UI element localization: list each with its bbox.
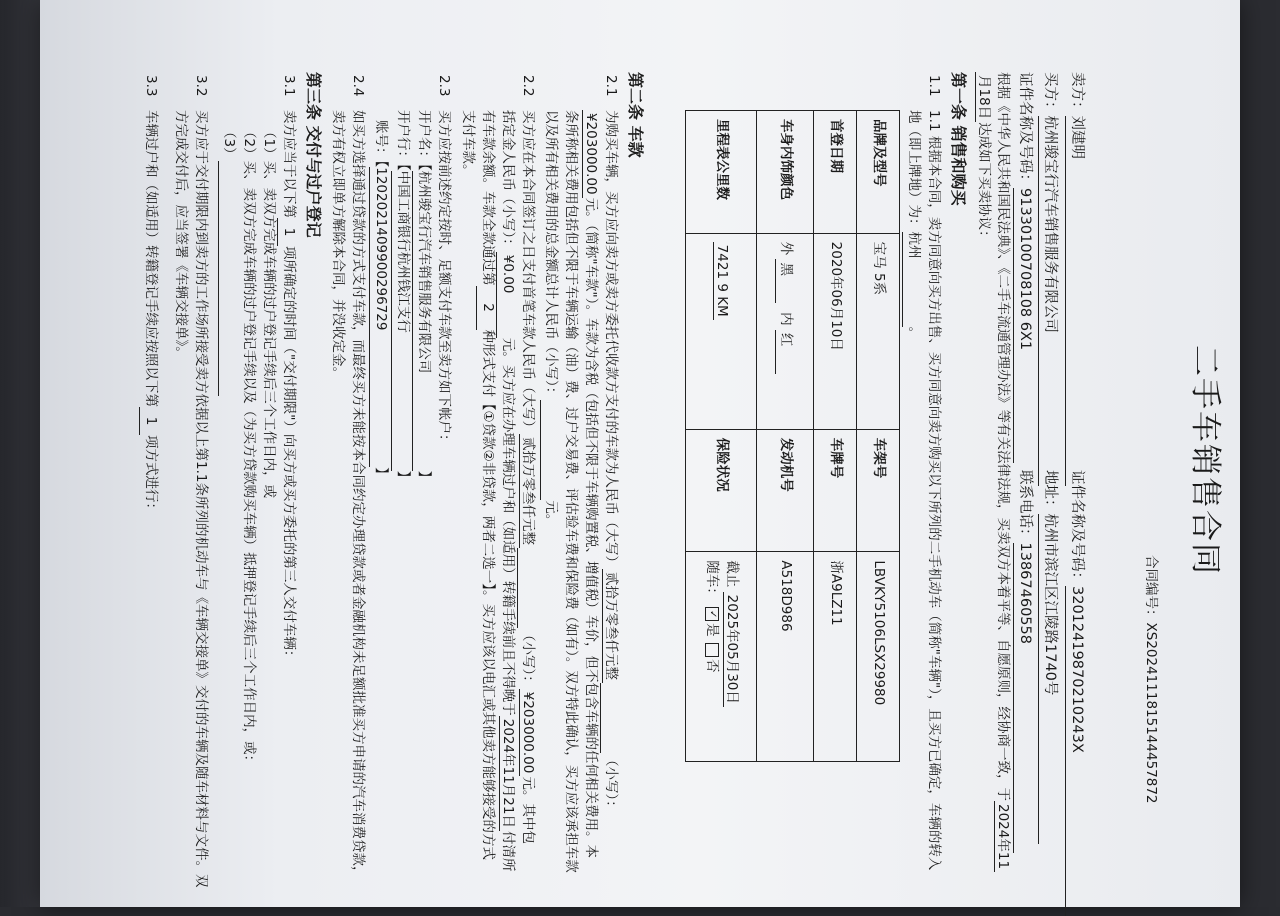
- engine-number-label: 发动机号: [757, 429, 814, 552]
- article-1-title: 第一条 销售和购买: [949, 72, 968, 206]
- clause-3-1-number: 3.1: [281, 75, 297, 97]
- contract-page: [15, 0, 1235, 907]
- checkbox-yes[interactable]: ✓: [705, 607, 719, 621]
- clause-2-1-line1: 为购买车辆，买方应向卖方或卖方委托代收款方支付的车款为人民币（大写）贰拾万零叁仟元整（小写）：: [600, 110, 620, 814]
- brand-model-value: 宝马 5系: [857, 233, 900, 429]
- clause-3-1-option2: （2）买、卖双方完成车辆的过户登记手续以及（为买方贷款购买车辆）抵押登记手续后三个工作日内，或：: [241, 125, 257, 769]
- mileage-label: 里程表公里数: [686, 111, 757, 234]
- clause-1-1-line2: 地（即上牌地）为：杭州。: [902, 110, 923, 340]
- clause-3-2-number: 3.2: [193, 75, 209, 97]
- clause-2-2-line4: 支付车款。: [460, 110, 476, 178]
- bank-row: 开户行：【中国工商银行杭州钱江支行】: [391, 110, 412, 484]
- clause-2-1-line2: ¥203000.00元。（简称"车款"）。车款为含税（包括但不限于车辆购置税、增值税）车价，但不包含车辆的任何相关费用。本: [580, 110, 600, 858]
- insurance-label: 保险状况: [686, 429, 757, 552]
- clause-3-1-option3: （3）: [218, 125, 238, 396]
- plate-value: 浙A9LZ11: [814, 552, 857, 762]
- clause-2-1-number: 2.1: [603, 75, 619, 97]
- table-row: [814, 111, 857, 762]
- engine-number-value: A518D986: [757, 552, 814, 762]
- contract-number: 合同编号：XS2024111815144457872: [1143, 555, 1159, 804]
- buyer-row: 买方：杭州骏宝行汽车销售服务有限公司: [1038, 72, 1060, 486]
- buyer-address-row: 地址：杭州市滨江区江陵路1740号: [1038, 470, 1060, 844]
- color-value: 外 黑 内 红: [757, 233, 814, 429]
- clause-2-2-line3: 有车款余额。车款全款通过第2种形式支付【①贷款②非贷款，两者二选一】。买方应该以电汇或其他卖方能够接受的方式: [476, 110, 497, 860]
- table-row: [757, 111, 814, 762]
- account-number-row: 账号：【1202021409900296729】: [369, 120, 390, 481]
- table-row: [686, 111, 757, 762]
- insurance-value: 截止 2025年05月30日 随车： ✓是 否: [686, 552, 757, 762]
- clause-2-4-line1: 如买方选择通过贷款的方式支付车款，而最终买方未能按本合同约定办理贷款或者金融机构未足额批准买方申请的汽车消费贷款，: [350, 110, 366, 880]
- color-label: 车身内饰颜色: [757, 111, 814, 234]
- buyer-phone-row: 联系电话：13867460558: [1013, 470, 1035, 853]
- checkbox-no[interactable]: [705, 643, 719, 657]
- preamble-line2: 月18日达成如下买卖协议：: [973, 72, 993, 244]
- clause-2-2-line1: 买方应在本合同签订之日支付首笔车款人民币（大写）贰拾万零叁仟元整（小写）：¥203000.00元。其中包: [517, 110, 537, 844]
- mileage-value: 7421 9 KM: [686, 233, 757, 429]
- vin-label: 车架号: [857, 429, 900, 552]
- vin-value: LBVKY5106LSX29980: [857, 552, 900, 762]
- page-title: 二手车销售合同: [1187, 345, 1223, 576]
- first-registration-value: 2020年06月10日: [814, 233, 857, 429]
- clause-2-4-line2: 卖方有权立即单方解除本合同，并没收定金。: [330, 110, 346, 380]
- clause-2-1-line4: 以及所有相关费用的总金额总计人民币（小写）：元。: [540, 110, 560, 527]
- clause-2-2-line2: 括定金人民币（小写）：¥0.00元。买方应在办理车辆过户和（如适用）转籍手续前且不得晚于2024年11月21日付清所: [496, 110, 517, 871]
- clause-3-1-line1: 卖方应当于以下第1项所确定的时间（"交付期限"）向买方或买方委托的第三人交付车辆：: [277, 110, 298, 663]
- clause-1-1-number: 1.1: [926, 75, 942, 97]
- account-name-row: 开户名：【杭州骏宝行汽车销售服务有限公司】: [412, 110, 433, 484]
- plate-label: 车牌号: [814, 429, 857, 552]
- clause-2-3-number: 2.3: [436, 75, 452, 97]
- first-registration-label: 首登日期: [814, 111, 857, 234]
- article-3-title: 第三条 交付与过户登记: [304, 72, 323, 238]
- seller-row: 卖方：刘建明: [1065, 72, 1087, 486]
- clause-3-1-option1: （1）买、卖双方完成车辆的过户登记手续后三个工作日内，或: [261, 125, 277, 499]
- clause-3-2-line2: 方完成交付后，应当签署《车辆交接单》。: [173, 110, 189, 360]
- buyer-id-row: 证件名称及号码：91330100708108 6X1: [1013, 72, 1035, 463]
- clause-2-3-line1: 买方应按前述约定按时、足额支付车款至卖方如下帐户：: [436, 110, 452, 448]
- clause-3-3-line1: 车辆过户和（如适用）转籍登记手续应按照以下第1项方式进行：: [139, 110, 160, 516]
- clause-2-1-line3: 条所称相关费用包括但不限于车辆运输（油）费、过户交易费、评估验车费和保险费（如有）。双方特此确认，买方应该承担车款: [563, 110, 579, 873]
- table-row: [857, 111, 900, 762]
- seller-id-row: 证件名称及号码：32012419870210243X: [1065, 470, 1087, 916]
- clause-2-4-number: 2.4: [350, 75, 366, 97]
- vehicle-info-table: [685, 110, 900, 762]
- preamble-line1: 根据《中华人民共和国民法典》、《二手车流通管理办法》等有关法律法规，买卖双方本着平等、自愿原则，经协商一致，于2024年11: [992, 72, 1012, 872]
- brand-model-label: 品牌及型号: [857, 111, 900, 234]
- clause-1-1-line1: 1.1 根据本合同，卖方同意向买方出售、买方同意向卖方购买以下所列的二手机动车（简称"车辆"），且买方已确定，车辆的转入: [926, 110, 942, 871]
- article-2-title: 第二条 车款: [626, 72, 645, 158]
- clause-3-2-line1: 买方应于交付期限内到卖方的工作场所接受卖方依据以上第1.1条所列的机动车与《车辆交接单》交付的车辆及随车材料与文件。双: [193, 110, 209, 888]
- clause-2-2-number: 2.2: [520, 75, 536, 97]
- clause-3-3-number: 3.3: [143, 75, 159, 97]
